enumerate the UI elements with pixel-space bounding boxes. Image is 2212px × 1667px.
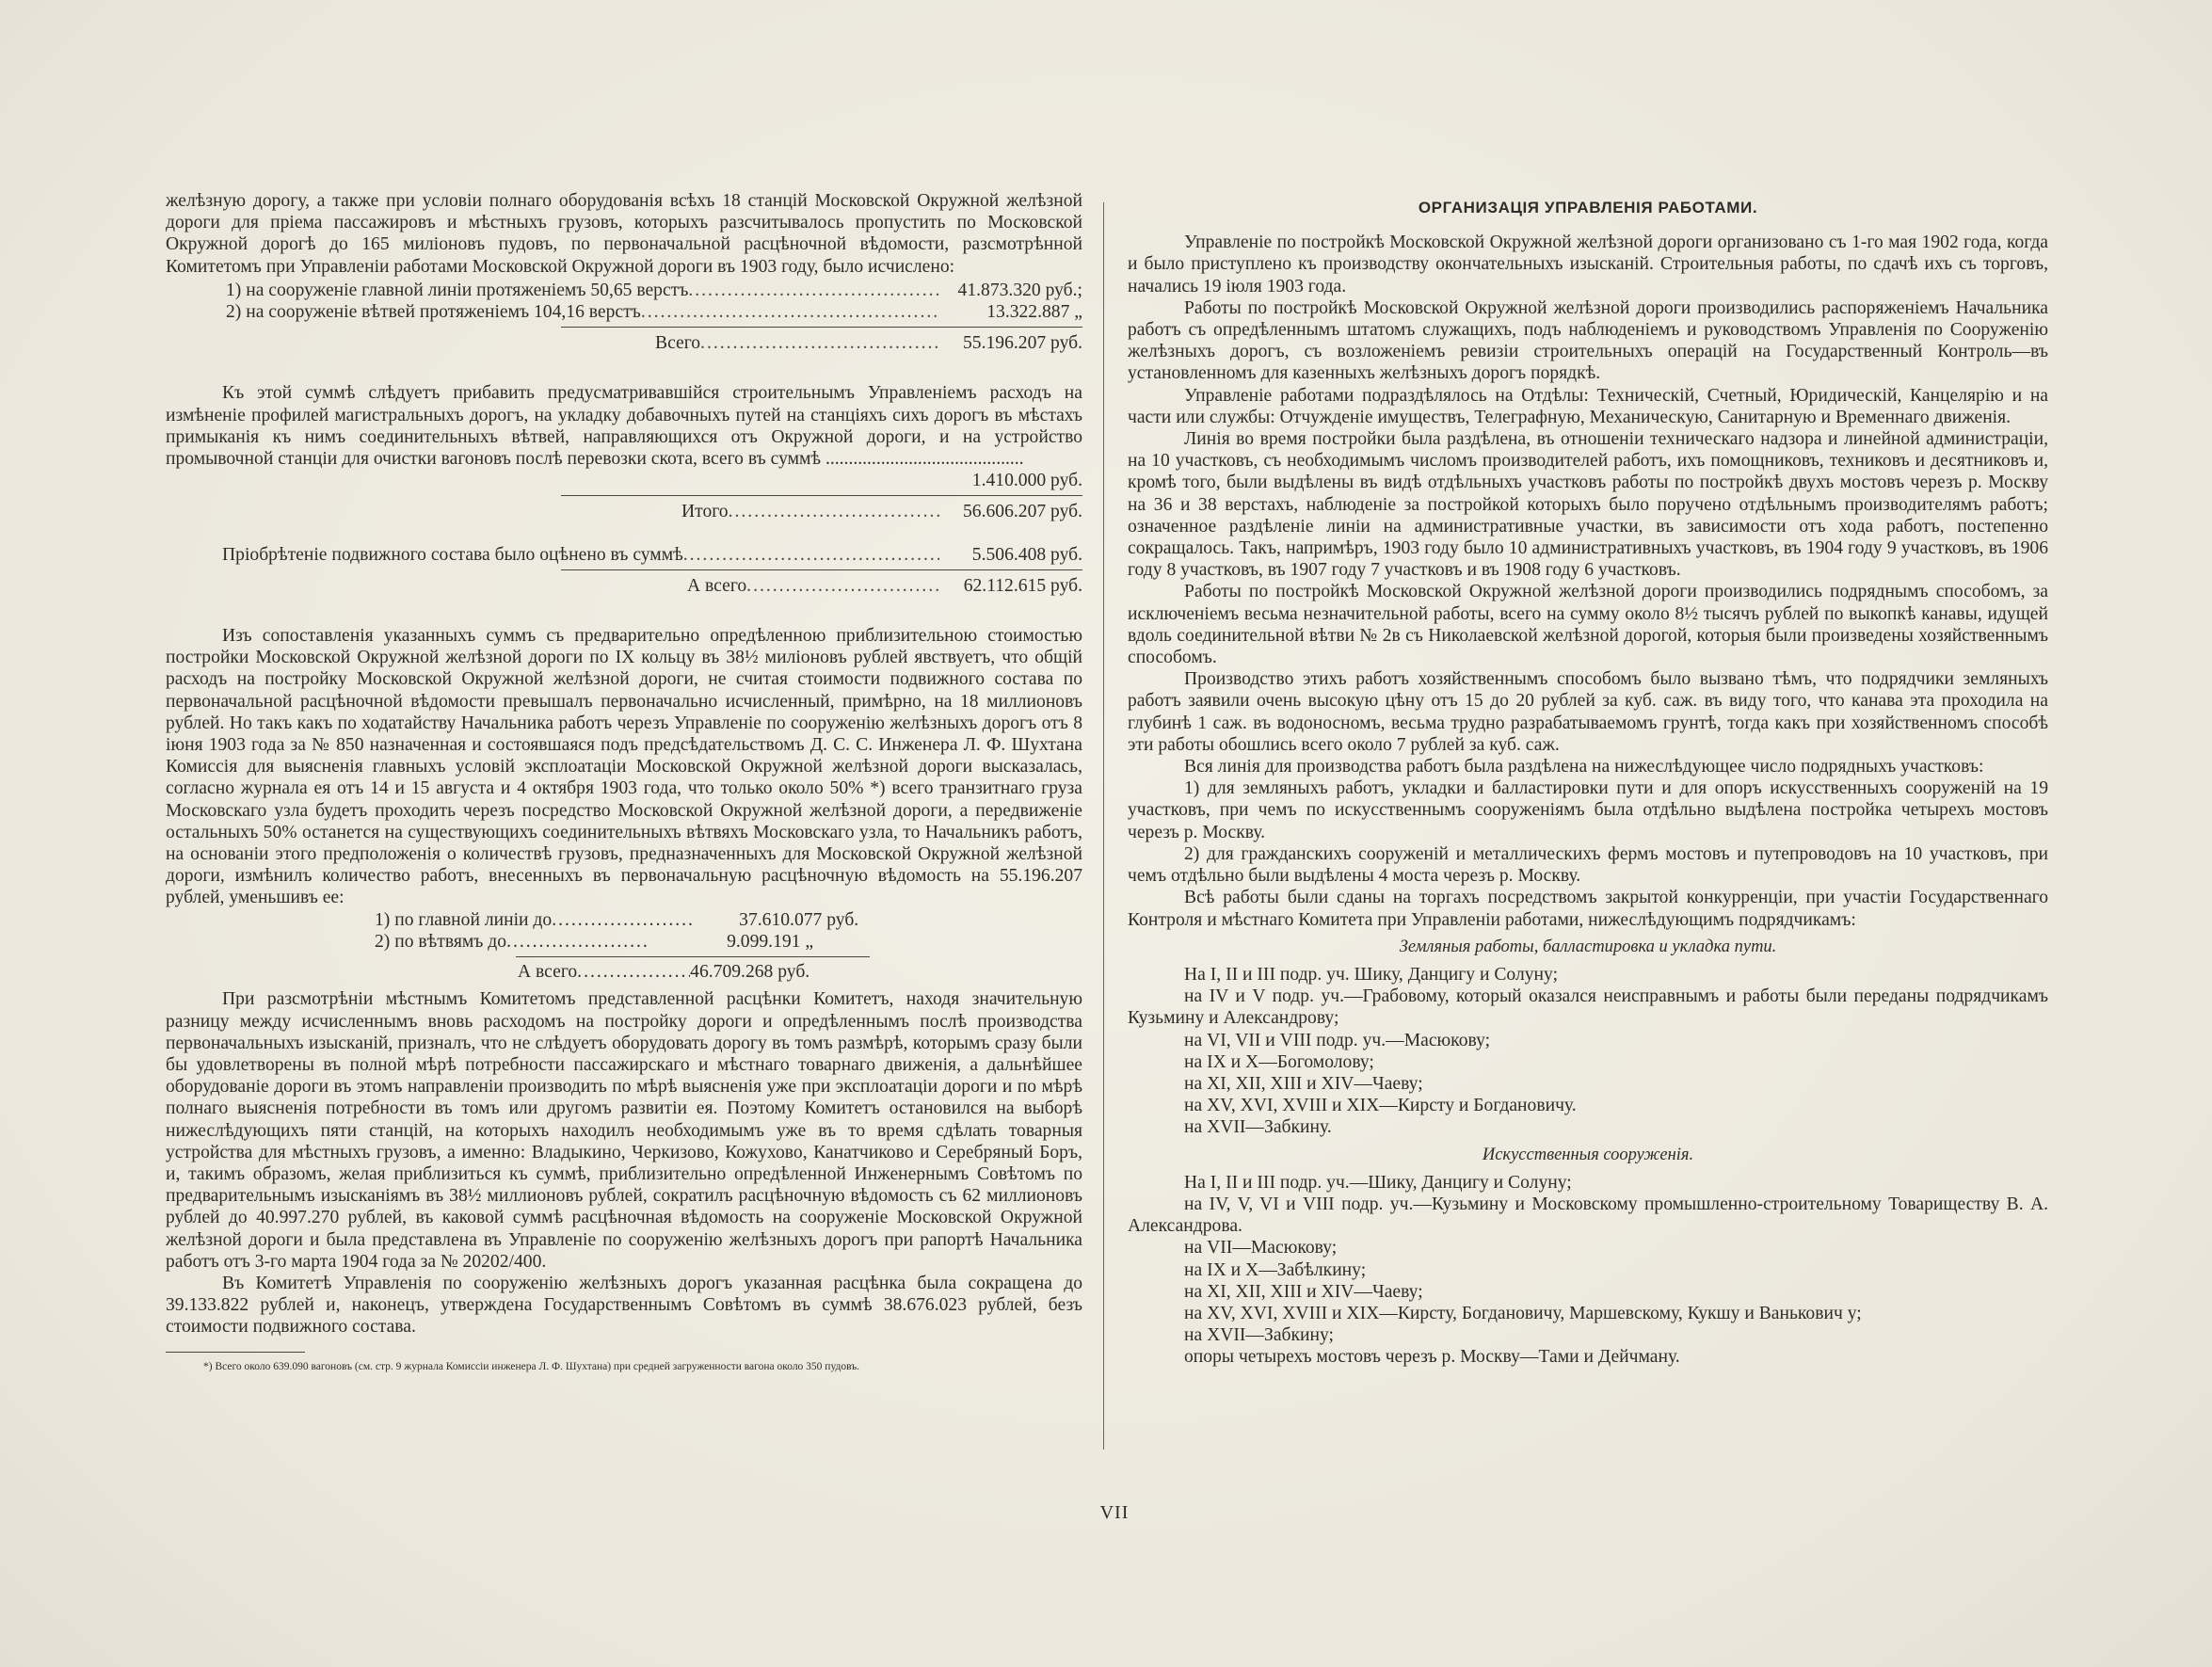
total-label: А всего — [687, 575, 747, 596]
ledger-total — [166, 575, 1082, 597]
contractor-item: на IV и V подр. уч.—Грабовому, который оказался неисправнымъ и работы были переданы подрядчикамъ Кузьмину и Александрову; — [1128, 986, 2048, 1029]
ledger-leader — [683, 544, 939, 566]
left-column — [166, 190, 1082, 1373]
ledger-total — [166, 501, 1082, 522]
ledger-amount: 37.610.077 руб. — [739, 909, 859, 930]
ledger-row — [166, 931, 1082, 953]
paragraph-amount: 1.410.000 руб. — [971, 471, 1082, 491]
total-label: А всего — [518, 962, 578, 983]
right-paragraph: Всѣ работы были сданы на торгахъ посредствомъ закрытой конкурренціи, при участіи Государственнаго Контроля и мѣстнаго Комитета при Управленіи работами, нижеслѣдующимъ подрядчикамъ: — [1128, 888, 2048, 930]
ledger-leader — [577, 961, 690, 983]
subsection-title: Искусственныя сооруженія. — [1482, 1145, 1694, 1164]
right-paragraph: Работы по постройкѣ Московской Окружной желѣзной дороги производились подряднымъ способомъ, за исключеніемъ весьма незначительной работы, всего на сумму около 8½ тысячъ рублей по выкопкѣ канавы, идущей вдоль соединительной вѣтви № 2в съ Николаевской желѣзной дорогой, которыя были произведены хозяйственнымъ способомъ. — [1128, 582, 2048, 668]
contractor-item: опоры четырехъ мостовъ черезъ р. Москву—Тами и Дейчману. — [1184, 1347, 1680, 1368]
ledger-leader — [729, 501, 939, 522]
ledger-leader — [746, 575, 939, 597]
contractor-item: на XI, XII, XIII и XIV—Чаеву; — [1184, 1281, 1423, 1302]
ledger-label: 2) по вѣтвямъ до — [375, 931, 507, 952]
contractor-item: на XV, XVI, XVIII и XIX—Кирсту, Богдановичу, Маршевскому, Кукшу и Ванькович у; — [1184, 1303, 1862, 1323]
section-heading: ОРГАНИЗАЦІЯ УПРАВЛЕНІЯ РАБОТАМИ. — [1418, 199, 1758, 216]
total-amount: 46.709.268 руб. — [690, 962, 810, 983]
right-paragraph: Производство этихъ работъ хозяйственнымъ способомъ было вызвано тѣмъ, что подрядчики земляныхъ работъ заявили очень высокую цѣну отъ 15 до 20 рублей за куб. саж. въ виду того, что канава эта проходила на глубинѣ 1 саж. въ водоносномъ, весьма трудно разрабатываемомъ грунтѣ, тогда какъ при хозяйственномъ способѣ эти работы обошлись всего около 7 рублей за куб. саж. — [1128, 669, 2048, 755]
right-paragraph: Вся линія для производства работъ была раздѣлена на нижеслѣдующее число подрядныхъ участковъ: — [1184, 757, 1984, 777]
contractor-item: на XV, XVI, XVIII и XIX—Кирсту и Богдановичу. — [1184, 1096, 1577, 1116]
contractor-item: На I, II и III подр. уч. Шику, Данцигу и Солуну; — [1184, 964, 1559, 985]
column-divider — [1103, 202, 1104, 1450]
ledger-amount: 5.506.408 руб. — [971, 544, 1082, 565]
right-paragraph: Управленіе по постройкѣ Московской Окружной желѣзной дороги организовано съ 1-го мая 1902 года, когда и было приступлено къ производству окончательныхъ изысканій. Строительныя работы, по сдачѣ ихъ съ торговъ, начались 19 іюля 1903 года. — [1128, 232, 2048, 297]
ledger-row — [166, 544, 1082, 566]
ledger-leader — [552, 909, 693, 931]
ledger-amount: 13.322.887 „ — [986, 302, 1082, 323]
right-paragraph: Управленіе работами подраздѣлялось на Отдѣлы: Техническій, Счетный, Юридическій, Канцелярію и на части или службы: Отчужденіе имуществъ, Телеграфную, Механическую, Санитарную и Временнаго движенія. — [1128, 385, 2048, 427]
left-paragraph-6: Въ Комитетѣ Управленія по сооруженію желѣзныхъ дорогъ указанная расцѣнка была сокращена до 39.133.822 рублей и, наконецъ, утверждена Государственнымъ Совѣтомъ въ суммѣ 38.676.023 рублей, безъ стоимости подвижного состава. — [166, 1273, 1082, 1338]
ledger-label: 2) на сооруженіе вѣтвей протяженіемъ 104,16 верстъ — [226, 302, 641, 323]
ledger-row — [166, 280, 1082, 301]
ledger-amount: 9.099.191 „ — [727, 931, 814, 952]
left-paragraph-1: желѣзную дорогу, а также при условіи полнаго оборудованія всѣхъ 18 станцій Московской Окружной желѣзной дороги для пріема пассажировъ и мѣстныхъ грузовъ, которыхъ разсчитывалось пропустить по Московской Окружной дорогѣ до 165 миліоновъ пудовъ, по первоначальной расцѣночной вѣдомости, разсмотрѣнной Комитетомъ при Управленіи работами Московской Окружной дороги въ 1903 году, было исчислено: — [166, 191, 1082, 277]
total-label: Всего — [655, 333, 701, 354]
contractor-item: на XI, XII, XIII и XIV—Чаеву; — [1184, 1073, 1423, 1094]
left-paragraph-2: Къ этой суммѣ слѣдуетъ прибавить предусматривавшійся строительнымъ Управленіемъ расходъ на измѣненіе профилей магистральныхъ дорогъ, на укладку добавочныхъ путей на станціяхъ сихъ дорогъ въ мѣстахъ примыканія къ нимъ соединительныхъ вѣтвей, направляющихся отъ Окружной дороги, и на устройство промывочной станціи для очистки вагоновъ послѣ перевозки скота, всего въ суммѣ ........................................... 1.410.000 руб. — [166, 383, 1082, 491]
ledger-leader — [641, 301, 939, 323]
left-paragraph-5: При разсмотрѣніи мѣстнымъ Комитетомъ представленной расцѣнки Комитетъ, находя значительную разницу между исчисленнымъ вновь расходомъ на постройку дороги и опредѣленнымъ послѣ производства первоначальныхъ изысканій, призналъ, что не слѣдуетъ оборудовать дорогу въ томъ размѣрѣ, которымъ сразу были бы удовлетворены въ полной мѣрѣ потребности пассажирскаго и мѣстнаго товарнаго движенія, а дальнѣйшее оборудованіе дороги въ этомъ направленіи производить по мѣрѣ выясненія уже при эксплоатаціи дороги и по мѣрѣ полнаго выясненія потребности въ томъ или другомъ развитіи ея. Поэтому Комитетъ остановился на выборѣ нижеслѣдующихъ пяти станцій, на которыхъ находилъ необходимымъ уже въ то время сдѣлать товарныя устройства для мѣстныхъ грузовъ, а именно: Владыкино, Черкизово, Кожухово, Канатчиково и Серебряный Боръ, и, такимъ образомъ, желая приблизиться къ суммѣ, приблизительно опредѣленной Инженернымъ Совѣтомъ по предварительнымъ изысканіямъ въ 38½ миллионовъ рублей, сократилъ расцѣночную вѣдомость съ 62 миллионовъ рублей до 40.997.270 рублей, въ каковой суммѣ расцѣночная вѣдомость на сооруженіе Московской Окружной желѣзной дороги и была представлена въ Управленіе по сооруженію желѣзныхъ дорогъ при рапортѣ Начальника работъ отъ 3-го марта 1904 года за № 20202/400. — [166, 989, 1082, 1272]
sum-rule — [516, 956, 870, 957]
sum-rule — [561, 495, 1082, 496]
contractor-item: на VII—Масюкову; — [1184, 1238, 1338, 1258]
page-number: VII — [1099, 1502, 1130, 1523]
contractor-item: На I, II и III подр. уч.—Шику, Данцигу и Солуну; — [1184, 1172, 1572, 1193]
total-label: Итого — [681, 502, 729, 522]
footnote-rule — [166, 1352, 305, 1353]
ledger-row — [166, 301, 1082, 323]
right-paragraph: 1) для земляныхъ работъ, укладки и балластировки пути и для опоръ искусственныхъ сооруженій на 19 участковъ, при чемъ по искусственнымъ сооруженіямъ была отдѣльно выдѣлена постройка четырехъ мостовъ черезъ р. Москву. — [1128, 778, 2048, 842]
right-column — [1128, 197, 2048, 1369]
ledger-leader — [506, 931, 648, 953]
subsection-title: Земляныя работы, балластировка и укладка пути. — [1399, 937, 1777, 956]
footnote: *) Всего около 639.090 вагоновъ (см. стр. 9 журнала Комиссіи инженера Л. Ф. Шухтана) при средней загруженности вагона около 350 пудовъ. — [203, 1360, 860, 1372]
right-paragraph: Работы по постройкѣ Московской Окружной желѣзной дороги производились распоряженіемъ Начальника работъ съ опредѣленнымъ штатомъ служащихъ, подъ наблюденіемъ и руководствомъ Управленія по Сооруженію желѣзныхъ дорогъ, съ возложеніемъ ревизіи строительныхъ операцій на Государственный Контроль—въ установленномъ для казенныхъ желѣзныхъ дорогъ порядкѣ. — [1128, 297, 2048, 384]
contractor-item: на IX и X—Богомолову; — [1184, 1051, 1374, 1072]
ledger-leader: ........................................... — [821, 449, 1024, 470]
left-paragraph-4: Изъ сопоставленія указанныхъ суммъ съ предварительно опредѣленною приблизительною стоимостью постройки Московской Окружной желѣзной дороги по IX кольцу въ 38½ миліоновъ рублей явствуетъ, что общій расходъ на постройку Московской Окружной желѣзной дороги, не считая стоимости подвижного состава по первоначальной расцѣночной вѣдомости превышалъ первоначально исчисленный, примѣрно, на 18 миллионовъ рублей. Но такъ какъ по ходатайству Начальника работъ черезъ Управленіе по сооруженію желѣзныхъ дорогъ отъ 8 іюня 1903 года за № 850 назначенная и состоявшаяся подъ предсѣдательствомъ Д. С. С. Инженера Л. Ф. Шухтана Комиссія для выясненія главныхъ условій эксплоатаціи Московской Окружной желѣзной дороги высказалась, согласно журнала ея отъ 14 и 15 августа и 4 октября 1903 года, что только около 50% *) всего транзитнаго груза Московскаго узла будетъ проходить черезъ посредство Московской Окружной желѣзной дороги, а передвиженіе остальныхъ 50% останется на существующихъ соединительныхъ вѣтвяхъ Московскаго узла, то Начальникъ работъ, на основаніи этого предположенія о количествѣ грузовъ, предназначенныхъ для Московской Окружной желѣзной дороги, измѣнилъ количество работъ, внесенныхъ въ первоначальную расцѣночную вѣдомость на 55.196.207 рублей, уменьшивъ ее: — [166, 626, 1082, 908]
ledger-label: 1) по главной линіи до — [375, 909, 553, 930]
sum-rule — [561, 327, 1082, 328]
total-amount: 62.112.615 руб. — [963, 575, 1082, 596]
contractor-item: на VI, VII и VIII подр. уч.—Масюкову; — [1184, 1030, 1491, 1050]
ledger-leader — [700, 332, 939, 354]
ledger-amount: 41.873.320 руб.; — [957, 280, 1082, 300]
contractor-item: на IX и X—Забѣлкину; — [1184, 1259, 1367, 1280]
total-amount: 55.196.207 руб. — [962, 333, 1082, 354]
ledger-total — [166, 961, 1082, 983]
ledger-total — [166, 332, 1082, 354]
ledger-row — [166, 909, 1082, 931]
ledger-label: Пріобрѣтеніе подвижного состава было оцѣнено въ суммѣ — [222, 544, 683, 565]
ledger-label: 1) на сооруженіе главной линіи протяженіемъ 50,65 верстъ — [226, 280, 689, 300]
right-paragraph: Линія во время постройки была раздѣлена, въ отношеніи техническаго надзора и линейной администраціи, на 10 участковъ, съ необходимымъ числомъ производителей работъ, ихъ помощниковъ, техниковъ и десятниковъ и, кромѣ того, были выдѣлены въ видѣ отдѣльныхъ участковъ работы по постройкѣ двухъ мостовъ черезъ р. Москву на 36 и 38 верстахъ, наблюденіе за постройкой которыхъ было поручено отдѣльнымъ производителямъ работъ; означенное раздѣленіе линіи на административные участки, въ зависимости отъ хода работъ, постепенно сокращалось. Такъ, напримѣръ, 1903 году было 10 административныхъ участковъ, въ 1904 году 9 участковъ, въ 1906 году 8 участковъ, въ 1907 году 7 участковъ и въ 1908 году 6 участковъ. — [1128, 429, 2048, 581]
sum-rule — [561, 569, 1082, 570]
right-paragraph: 2) для гражданскихъ сооруженій и металлическихъ фермъ мостовъ и путепроводовъ на 10 участковъ, при чемъ отдѣльно были выдѣлены 4 моста черезъ р. Москву. — [1128, 843, 2048, 887]
contractor-item: на XVII—Забкину. — [1184, 1117, 1332, 1138]
contractor-item: на XVII—Забкину; — [1184, 1325, 1334, 1346]
ledger-leader — [688, 280, 939, 301]
contractor-item: на IV, V, VI и VIII подр. уч.—Кузьмину и Московскому промышленно-строительному Товариществу В. А. Александрова. — [1128, 1194, 2048, 1237]
total-amount: 56.606.207 руб. — [962, 502, 1082, 522]
